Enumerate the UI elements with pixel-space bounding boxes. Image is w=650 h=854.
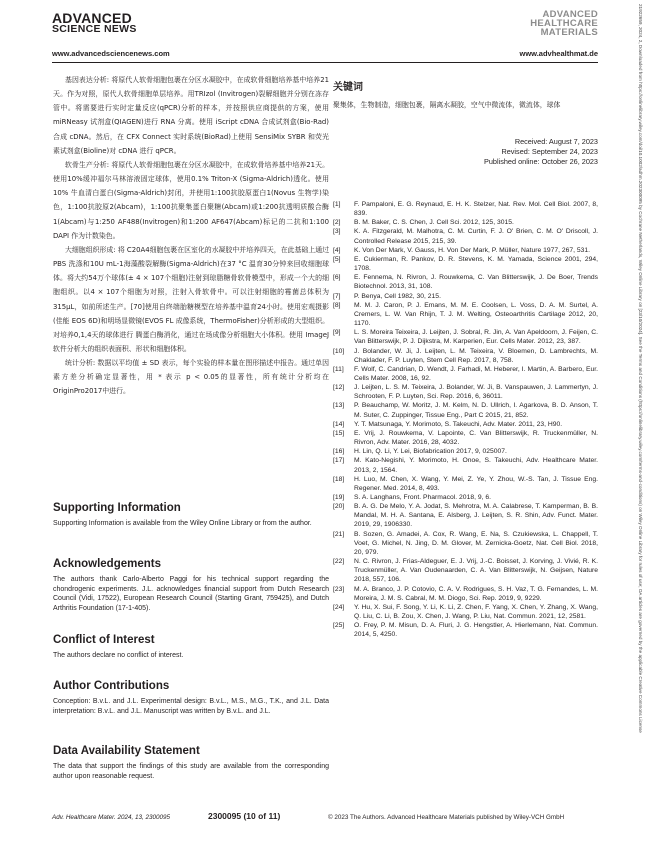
received-date: Received: August 7, 2023	[514, 137, 598, 146]
download-side-note	[636, 0, 650, 854]
reference-text[interactable]: E. Fennema, N. Rivron, J. Rouwkema, C. Van Blitterswijk, J. De Boer, Trends Biotechnol. 2013, 31, 108.	[354, 274, 598, 291]
reference-number: [18]	[333, 475, 345, 483]
section-title: Data Availability Statement	[53, 745, 200, 757]
reference-text[interactable]: M. Kato-Negishi, Y. Morimoto, H. Onoe, S. Takeuchi, Adv. Healthcare Mater. 2013, 2, 1564.	[354, 457, 598, 474]
reference-number: [10]	[333, 347, 345, 355]
keywords-title: 关键词	[333, 82, 363, 93]
reference-text[interactable]: Y. Hu, X. Sui, F. Song, Y. Li, K. Li, Z. Chen, F. Yang, X. Chen, Y. Zhang, X. Wang, Q. Liu, C. Li, B. Zou, X. Chen, J. Wang, P. Liu, Nat. Commun. 2021, 12, 2581.	[354, 603, 598, 621]
reference-item	[333, 475, 598, 493]
conflict-of-interest-section	[53, 634, 329, 661]
reference-number: [13]	[333, 402, 345, 410]
reference-item	[333, 420, 598, 429]
reference-text[interactable]: F. Wolf, C. Candrian, D. Wendt, J. Farhadi, M. Heberer, I. Martin, A. Barbero, Eur. Cells Mater. 2008, 16, 92.	[354, 365, 598, 382]
reference-number: [5]	[333, 255, 341, 263]
header-rule	[52, 62, 598, 63]
reference-text[interactable]: B. M. Baker, C. S. Chen, J. Cell Sci. 2012, 125, 3015.	[354, 219, 514, 227]
reference-text[interactable]: B. A. G. De Melo, Y. A. Jodat, S. Mehrotra, M. A. Calabrese, T. Kamperman, B. B. Mandal, M. H. A. Santana, E. Alsberg, J. Leijten, S. R. Shin, Adv. Funct. Mater. 2019, 29, 1906330.	[354, 503, 598, 529]
reference-number: [2]	[333, 219, 341, 227]
journal-website-link[interactable]: www.advhealthmat.de	[519, 49, 598, 58]
reference-number: [25]	[333, 622, 345, 630]
reference-item	[333, 493, 598, 502]
reference-number: [15]	[333, 429, 345, 437]
reference-text[interactable]: E. Cukierman, R. Pankov, D. R. Stevens, K. M. Yamada, Science 2001, 294, 1708.	[354, 255, 598, 273]
reference-text[interactable]: P. Benya, Cell 1982, 30, 215.	[354, 292, 441, 300]
reference-number: [19]	[333, 494, 345, 501]
copyright-notice: © 2023 The Authors. Advanced Healthcare Materials published by Wiley-VCH GmbH	[328, 814, 565, 821]
author-contributions-section	[53, 680, 329, 716]
section-title: Acknowledgements	[53, 558, 161, 570]
reference-text[interactable]: B. Sozen, G. Amadei, A. Cox, R. Wang, E. Na, S. Czukiewska, L. Chappell, T. Voet, G. Michel, N. Jing, D. M. Glover, M. Zernicka-Goetz, Nat. Cell Biol. 2018, 20, 979.	[354, 530, 598, 556]
section-body: The authors declare no conflict of interest.	[53, 652, 184, 659]
reference-number: [17]	[333, 457, 345, 465]
reference-item	[333, 621, 598, 639]
reference-item	[333, 273, 598, 291]
reference-number: [4]	[333, 246, 341, 254]
reference-item	[333, 383, 598, 401]
reference-text[interactable]: H. Luo, M. Chen, X. Wang, Y. Mei, Z. Ye, Y. Zhou, W.-S. Tan, J. Tissue Eng. Regener. Med. 2014, 8, 493.	[354, 475, 598, 492]
publisher-logo	[52, 10, 137, 35]
reference-number: [21]	[333, 530, 345, 538]
reference-text[interactable]: O. Frey, P. M. Misun, D. A. Fluri, J. G. Hengstler, A. Hierlemann, Nat. Commun. 2014, 5, 4250.	[354, 622, 598, 639]
side-note-text: 21922659, 2024, 2, Downloaded from https://onlinelibrary.wiley.com/doi/10.1002/adhm.202300095 by Cochrane Netherlands, Wiley Online Library on [23/10/2024]. See the Terms and Conditions (https://onlinelibrary.wiley.com/terms-and-conditions) on Wiley Online Library for rules of use; OA articles are governed by the applicable Creative Commons License	[638, 4, 643, 733]
paragraph-cartilage-production: 软骨生产分析: 将原代人软骨细胞包裹在分区水凝胶中，在成软骨培养基中培养21天。使用10%缓冲福尔马林溶液固定球体，使用0.1% Triton-X (Sigma-Aldrich)透化。使用10% 牛血清白蛋白(Sigma-Aldrich)封闭，并使用1:100抗胶原蛋白1(Novus 生物学)染色，1:100抗胶原2(Abcam)，1:100抗聚集蛋白聚糖(Abcam)或1:200抗透明质酸合酶1(Abcam)与1:250 AF488(Invitrogen)和1:200 AF647(Abcam)标记的二抗和1:100 DAPI 作为计数染色。	[53, 160, 329, 240]
reference-text[interactable]: P. Beauchamp, W. Moritz, J. M. Kelm, N. D. Ullrich, I. Agarkova, B. D. Anson, T. M. Suter, C. Zuppinger, Tissue Eng., Part C 2015, 21, 852.	[354, 402, 598, 419]
section-title: Conflict of Interest	[53, 634, 155, 646]
reference-number: [14]	[333, 420, 345, 428]
reference-text[interactable]: L. S. Moreira Teixeira, J. Leijten, J. Sobral, R. Jin, A. Van Apeldoorn, J. Feijen, C. Van Blitterswijk, P. J. Dijkstra, M. Karperien, Eur. Cells Mater. 2012, 23, 387.	[354, 329, 598, 346]
reference-item	[333, 429, 598, 447]
logo-right-line1: ADVANCED	[542, 9, 598, 20]
journal-logo	[530, 10, 598, 37]
section-body: The authors thank Carlo-Alberto Paggi for his technical support regarding the chondrogenic experiments. J.L. acknowledges financial support from Dutch Research Council (Vidi, 17522), European Research Council (Starting Grant, 759425), and Dutch Arthritis Foundation (17-1-405).	[53, 576, 329, 612]
reference-number: [24]	[333, 603, 345, 611]
publisher-website-link[interactable]: www.advancedsciencenews.com	[52, 49, 170, 58]
reference-text[interactable]: S. A. Langhans, Front. Pharmacol. 2018, 9, 6.	[354, 494, 491, 501]
published-date: Published online: October 26, 2023	[484, 157, 598, 166]
reference-item	[333, 218, 598, 227]
reference-number: [9]	[333, 329, 341, 337]
reference-item	[333, 530, 598, 557]
article-dates	[484, 137, 598, 167]
reference-number: [16]	[333, 448, 345, 456]
reference-item	[333, 502, 598, 529]
reference-item	[333, 365, 598, 383]
reference-number: [12]	[333, 384, 345, 392]
acknowledgements-section	[53, 558, 329, 613]
reference-item	[333, 227, 598, 245]
reference-item	[333, 557, 598, 584]
reference-text[interactable]: K. Von Der Mark, V. Gauss, H. Von Der Mark, P. Müller, Nature 1977, 267, 531.	[354, 246, 590, 254]
reference-number: [8]	[333, 301, 341, 309]
reference-number: [6]	[333, 274, 341, 282]
reference-item	[333, 255, 598, 273]
section-body: Conception: B.v.L. and J.L. Experimental design: B.v.L., M.S., M.G., T.K., and J.L. Data interpretation: B.v.L. and J.L. Manuscript was written by B.v.L. and J.L.	[53, 698, 329, 715]
reference-text[interactable]: H. Lin, Q. Li, Y. Lei, Biofabrication 2017, 9, 025007.	[354, 448, 507, 456]
reference-text[interactable]: J. Bolander, W. Ji, J. Leijten, L. M. Teixeira, V. Bloemen, D. Lambrechts, M. Chaklader, F. P. Luyten, Stem Cell Rep. 2017, 8, 758.	[354, 347, 598, 364]
reference-item	[333, 246, 598, 255]
data-availability-section	[53, 745, 329, 781]
reference-item	[333, 200, 598, 218]
reference-text[interactable]: K. A. Fitzgerald, M. Malhotra, C. M. Curtin, F. J. O' Brien, C. M. O' Driscoll, J. Controlled Release 2015, 215, 39.	[354, 228, 598, 245]
reference-number: [22]	[333, 558, 345, 566]
reference-item	[333, 447, 598, 456]
reference-item	[333, 328, 598, 346]
reference-text[interactable]: F. Pampaloni, E. G. Reynaud, E. H. K. Stelzer, Nat. Rev. Mol. Cell Biol. 2007, 8, 839.	[354, 201, 598, 218]
reference-list	[333, 200, 598, 640]
section-body: The data that support the findings of this study are available from the corresponding author upon reasonable request.	[53, 763, 329, 780]
reference-item	[333, 292, 598, 301]
reference-item	[333, 347, 598, 365]
section-title: Author Contributions	[53, 680, 170, 692]
section-title: Supporting Information	[53, 502, 181, 514]
reference-number: [7]	[333, 292, 341, 300]
keywords-body: 聚集体，生物制造，细胞包裹，隔离水凝胶，空气中微流体，微流体，球体	[333, 101, 561, 109]
revised-date: Revised: September 24, 2023	[501, 147, 598, 156]
reference-number: [3]	[333, 228, 341, 236]
reference-text[interactable]: E. Vrij, J. Rouwkema, V. Lapointe, C. Van Blitterswijk, R. Truckenmüller, N. Rivron, Adv. Mater. 2016, 28, 4032.	[354, 429, 598, 447]
reference-number: [23]	[333, 585, 345, 593]
logo-left-line2: SCIENCE NEWS	[52, 23, 137, 35]
reference-item	[333, 401, 598, 419]
logo-right-line2: HEALTHCARE	[530, 18, 598, 29]
paragraph-gene-expression: 基因表达分析: 将原代人软骨细胞包裹在分区水凝胶中，在成软骨细胞培养基中培养21天。作为对照，原代人软骨细胞单层培养。用TRIzol (Invitrogen)裂解细胞并分别在冻存管中。将需要进行实时定量反应(qPCR)分析的样本，并按照供应商提供的方案，使用 miRNeasy 试剂盒(QIAGEN)进行 RNA 分离。使用 iScript cDNA 合成试剂盒(Bio-Rad)合成 cDNA。然后，在 CFX Connect 实时系统(BioRad)上使用 SensiMix SYBR 和荧光素试剂盒(Bioline)对 cDNA 进行 qPCR。	[53, 76, 329, 155]
journal-citation: Adv. Healthcare Mater. 2024, 13, 2300095	[52, 814, 170, 821]
supporting-information-section	[53, 502, 329, 529]
reference-item	[333, 456, 598, 474]
reference-number: [11]	[333, 365, 344, 373]
reference-number: [20]	[333, 503, 345, 511]
paragraph-statistics: 统计分析: 数据以平均值 ± SD 表示，每个实验的样本量在图形描述中报告。通过单因素方差分析确定显著性，用 * 表示 p < 0.05的显著性，所有统计分析均在 OriginPro2017中进行。	[53, 359, 329, 396]
reference-text[interactable]: M. M. J. Caron, P. J. Emans, M. M. E. Coolsen, L. Voss, D. A. M. Surtel, A. Cremers, L. W. Van Rhijn, T. J. M. Welting, Osteoarthritis Cartilage 2012, 20, 1170.	[354, 301, 598, 328]
reference-text[interactable]: N. C. Rivron, J. Frias-Aldeguer, E. J. Vrij, J.-C. Boisset, J. Korving, J. Vivié, R. K. Truckenmüller, A. Van Oudenaarden, C. A. Van Blitterswijk, N. Geijsen, Nature 2018, 557, 106.	[354, 558, 598, 584]
reference-number: [1]	[333, 201, 341, 208]
reference-text[interactable]: Y. T. Matsunaga, Y. Morimoto, S. Takeuchi, Adv. Mater. 2011, 23, H90.	[354, 420, 563, 428]
reference-item	[333, 603, 598, 621]
reference-item	[333, 301, 598, 328]
methods-text	[53, 73, 329, 399]
reference-text[interactable]: J. Leijten, L. S. M. Teixeira, J. Bolander, W. Ji, B. Vanspauwen, J. Lammertyn, J. Schrooten, F. P. Luyten, Sci. Rep. 2016, 6, 36011.	[354, 384, 598, 401]
logo-right-line3: MATERIALS	[540, 27, 598, 38]
reference-text[interactable]: M. A. Branco, J. P. Cotovio, C. A. V. Rodrigues, S. H. Vaz, T. G. Fernandes, L. M. Moreira, J. M. S. Cabral, M. M. Diogo, Sci. Rep. 2019, 9, 9229.	[354, 585, 598, 602]
section-body: Supporting Information is available from the Wiley Online Library or from the author.	[53, 520, 312, 527]
logo-left-line1: ADVANCED	[52, 10, 132, 26]
page-number: 2300095 (10 of 11)	[208, 811, 281, 821]
paragraph-macrotissue-formation: 大细胞组织形成: 将 C20A4细胞包裹在区室化的水凝胶中并培养四天，在此基础上通过 PBS 洗涤和10U mL-1海藻酸裂解酶(Sigma-Aldrich)在37 °C 温育30分钟来回收细胞球体。将大约54万个球体(± 4 × 107个细胞)注射到琼脂糖骨软骨模型中，形成一个大的细胞组织。以4 × 107个细胞为对照，注射入骨软骨中。可以注射细胞的霉菌总体积为315μL，如前所述生产。[70]使用自终端胎糖模型在培养基中温育24小时。使用宏观摄影(佳能 EOS 6D)和明场显微镜(EVOS FL 成像系统，ThermoFisher)分析形成的大型组织。对培养0,1,4天的球体进行 腾蛋白酶消化，通过在场成像分析细胞大小体积。使用 ImageJ 软件分析大的组织表面积、形状和细胞体积。	[53, 245, 329, 353]
reference-item	[333, 585, 598, 603]
